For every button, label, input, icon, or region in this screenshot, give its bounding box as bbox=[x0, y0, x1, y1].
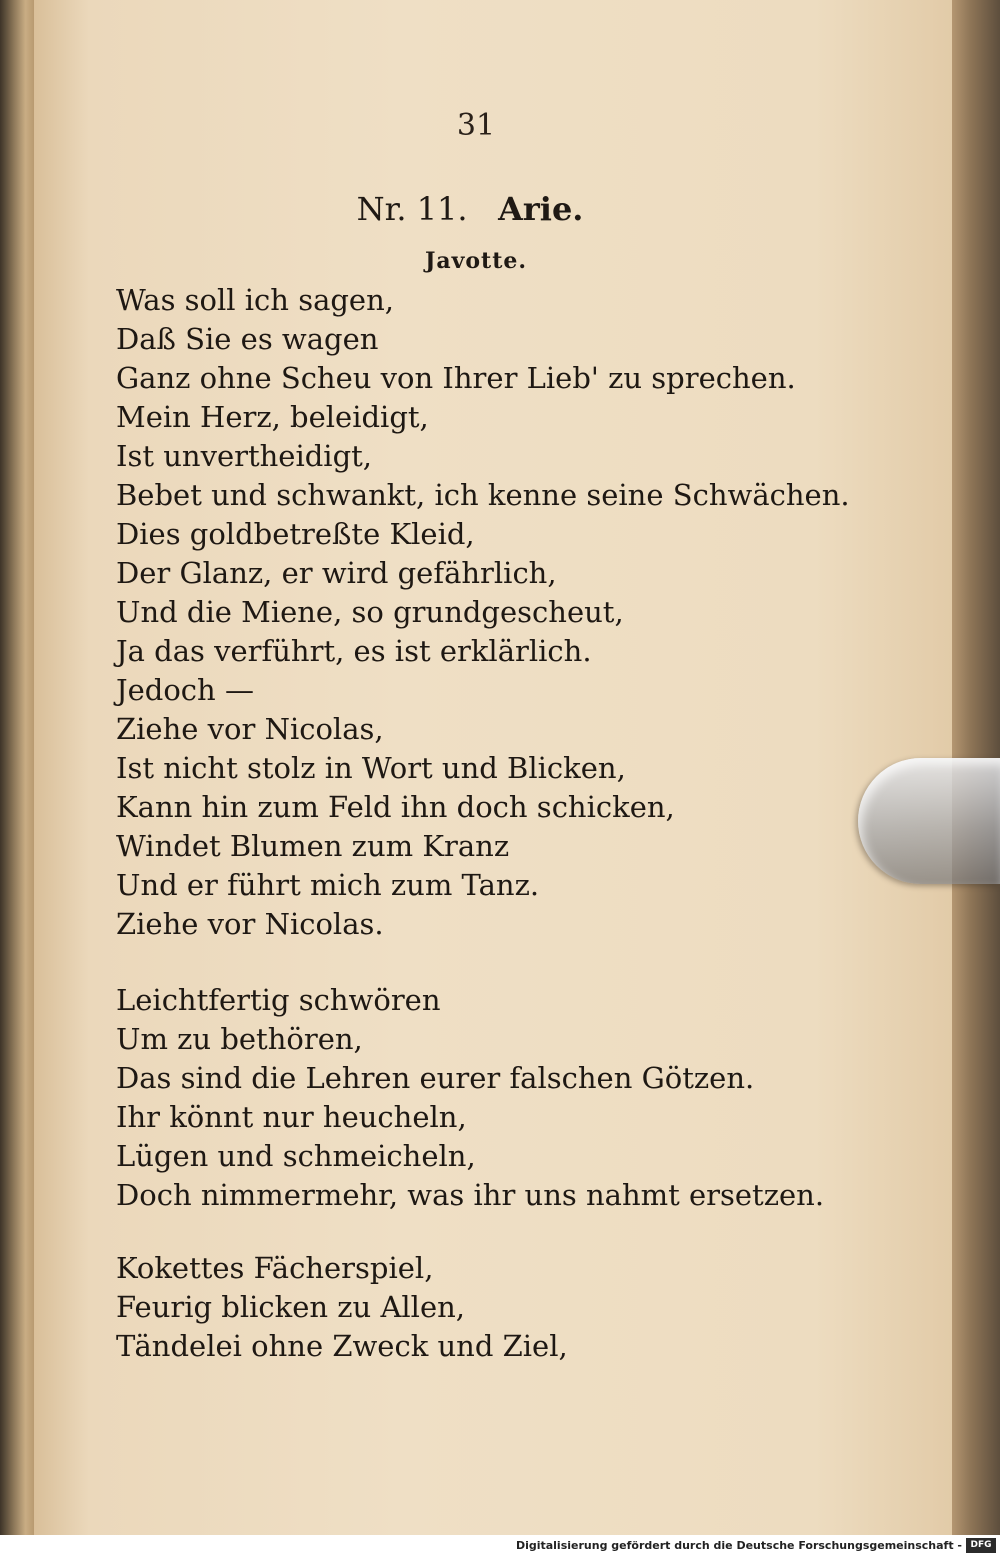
page-holder-clip bbox=[858, 758, 1000, 884]
funding-credit: Digitalisierung gefördert durch die Deutsche Forschungsgemeinschaft - bbox=[515, 1539, 962, 1552]
verse-line: Ziehe vor Nicolas, bbox=[116, 712, 384, 746]
verse-line: Das sind die Lehren eurer falschen Götzen. bbox=[116, 1061, 755, 1095]
verse-line: Windet Blumen zum Kranz bbox=[116, 829, 510, 863]
verse-line: Jedoch — bbox=[116, 673, 254, 707]
verse-line: Leichtfertig schwören bbox=[116, 983, 441, 1017]
section-number: Nr. 11. bbox=[356, 190, 468, 228]
left-page-edge bbox=[0, 0, 34, 1535]
verse-line: Ist unvertheidigt, bbox=[116, 439, 373, 473]
verse-line: Lügen und schmeicheln, bbox=[116, 1139, 476, 1173]
verse-line: Und die Miene, so grundgescheut, bbox=[116, 595, 624, 629]
verse-line: Tändelei ohne Zweck und Ziel, bbox=[116, 1329, 568, 1363]
verse-line: Doch nimmermehr, was ihr uns nahmt ersetzen. bbox=[116, 1178, 825, 1212]
verse-line: Ziehe vor Nicolas. bbox=[116, 907, 384, 941]
verse-line: Kokettes Fächerspiel, bbox=[116, 1251, 434, 1285]
stanza-3 bbox=[116, 1249, 568, 1366]
verse-line: Kann hin zum Feld ihn doch schicken, bbox=[116, 790, 675, 824]
stanza-1 bbox=[116, 281, 850, 944]
stanza-2 bbox=[116, 981, 824, 1215]
verse-line: Mein Herz, beleidigt, bbox=[116, 400, 429, 434]
verse-line: Und er führt mich zum Tanz. bbox=[116, 868, 540, 902]
dfg-logo: DFG bbox=[966, 1538, 996, 1553]
verse-line: Der Glanz, er wird gefährlich, bbox=[116, 556, 557, 590]
section-genre: Arie. bbox=[498, 190, 584, 228]
digitization-footer bbox=[0, 1535, 1000, 1557]
verse-line: Dies goldbetreßte Kleid, bbox=[116, 517, 475, 551]
verse-line: Bebet und schwankt, ich kenne seine Schwächen. bbox=[116, 478, 850, 512]
verse-line: Ist nicht stolz in Wort und Blicken, bbox=[116, 751, 626, 785]
verse-line: Was soll ich sagen, bbox=[116, 283, 394, 317]
verse-line: Um zu bethören, bbox=[116, 1022, 363, 1056]
section-heading bbox=[0, 190, 940, 228]
verse-line: Ihr könnt nur heucheln, bbox=[116, 1100, 467, 1134]
verse-line: Feurig blicken zu Allen, bbox=[116, 1290, 466, 1324]
page-number: 31 bbox=[456, 108, 496, 143]
verse-line: Ja das verführt, es ist erklärlich. bbox=[116, 634, 592, 668]
speaker-name: Javotte. bbox=[424, 248, 528, 274]
verse-line: Daß Sie es wagen bbox=[116, 322, 379, 356]
verse-line: Ganz ohne Scheu von Ihrer Lieb' zu sprechen. bbox=[116, 361, 796, 395]
